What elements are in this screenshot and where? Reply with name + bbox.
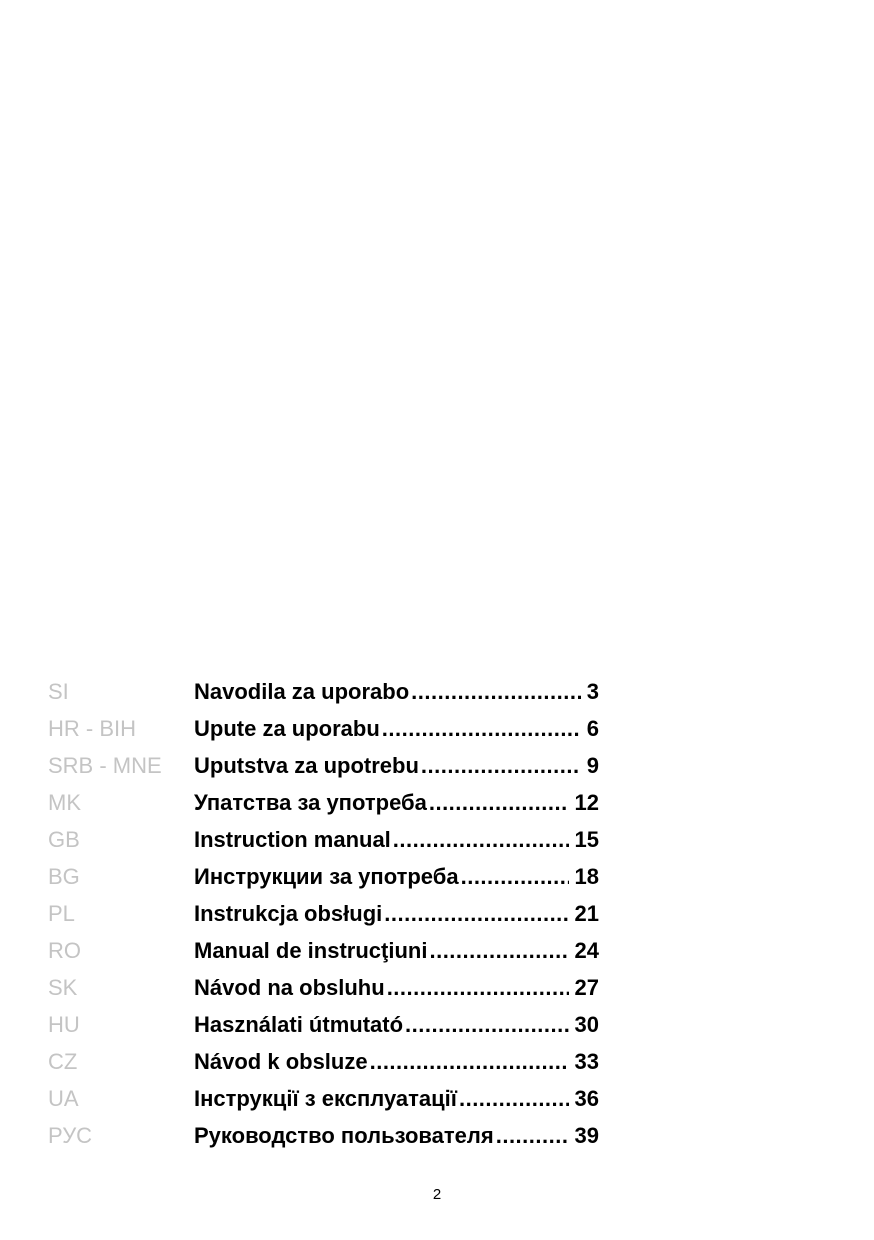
page-reference: 36 — [574, 1086, 599, 1111]
language-code: PL — [48, 901, 75, 926]
page-reference: 27 — [574, 975, 599, 1000]
page-reference: 6 — [586, 716, 599, 741]
toc-row-mk — [48, 784, 608, 821]
manual-title: Упатства за употреба — [194, 790, 427, 815]
language-code: BG — [48, 864, 80, 889]
language-code: UA — [48, 1086, 79, 1111]
toc-row-sk — [48, 969, 608, 1006]
dot-leader — [385, 969, 569, 1006]
dot-leader — [457, 1080, 569, 1117]
dot-leader — [368, 1043, 569, 1080]
language-code: HR - BIH — [48, 716, 136, 741]
dot-leader — [409, 673, 581, 710]
page-reference: 21 — [574, 901, 599, 926]
language-code: SK — [48, 975, 78, 1000]
toc-entry-link[interactable] — [194, 673, 599, 710]
toc-row-gb — [48, 821, 608, 858]
dot-leader — [382, 895, 568, 932]
manual-title: Instrukcja obsługi — [194, 901, 383, 926]
page-reference: 39 — [574, 1123, 599, 1148]
dot-leader — [459, 858, 569, 895]
manual-title: Manual de instrucţiuni — [194, 938, 428, 963]
language-code: SRB - MNE — [48, 753, 162, 778]
dot-leader — [494, 1117, 569, 1154]
toc-row-cz — [48, 1043, 608, 1080]
dot-leader — [391, 821, 569, 858]
toc-entry-link[interactable] — [194, 1080, 599, 1117]
toc-entry-link[interactable] — [194, 784, 599, 821]
dot-leader — [427, 784, 569, 821]
toc-row-bg — [48, 858, 608, 895]
manual-title: Návod na obsluhu — [194, 975, 385, 1000]
toc-entry-link[interactable] — [194, 858, 599, 895]
toc-entry-link[interactable] — [194, 710, 599, 747]
manual-title: Navodila za uporabo — [194, 679, 410, 704]
dot-leader — [427, 932, 568, 969]
toc-entry-link[interactable] — [194, 1043, 599, 1080]
dot-leader — [419, 747, 581, 784]
toc-entry-link[interactable] — [194, 1006, 599, 1043]
toc-entry-link[interactable] — [194, 969, 599, 1006]
language-code: HU — [48, 1012, 80, 1037]
language-code: РУС — [48, 1123, 93, 1148]
language-code: SI — [48, 679, 69, 704]
language-code: RO — [48, 938, 81, 963]
page-reference: 12 — [574, 790, 599, 815]
manual-title: Upute za uporabu — [194, 716, 380, 741]
toc-entry-link[interactable] — [194, 932, 599, 969]
page-reference: 24 — [574, 938, 599, 963]
page-reference: 33 — [574, 1049, 599, 1074]
manual-title: Návod k obsluze — [194, 1049, 368, 1074]
toc-row-ro — [48, 932, 608, 969]
toc-row-hu — [48, 1006, 608, 1043]
language-code: MK — [48, 790, 81, 815]
toc-entry-link[interactable] — [194, 1117, 599, 1154]
page-reference: 15 — [574, 827, 599, 852]
manual-title: Uputstva za upotrebu — [194, 753, 419, 778]
toc-row-si — [48, 673, 608, 710]
toc-entry-link[interactable] — [194, 821, 599, 858]
manual-title: Инструкции за употреба — [194, 864, 459, 889]
toc-entry-link[interactable] — [194, 747, 599, 784]
manual-title: Руководство пользователя — [194, 1123, 494, 1148]
page-reference: 30 — [574, 1012, 599, 1037]
page-reference: 3 — [586, 679, 599, 704]
toc-row-hr-bih — [48, 710, 608, 747]
toc-row-srb-mne — [48, 747, 608, 784]
manual-title: Használati útmutató — [194, 1012, 404, 1037]
page-number: 2 — [432, 1186, 442, 1203]
toc-row-pl — [48, 895, 608, 932]
toc-row-rus — [48, 1117, 608, 1154]
manual-title: Інструкції з експлуатації — [194, 1086, 457, 1111]
page-reference: 9 — [586, 753, 599, 778]
toc-entry-link[interactable] — [194, 895, 599, 932]
dot-leader — [380, 710, 581, 747]
page-reference: 18 — [574, 864, 599, 889]
manual-title: Instruction manual — [194, 827, 391, 852]
language-code: GB — [48, 827, 80, 852]
table-of-contents — [48, 673, 608, 1154]
dot-leader — [403, 1006, 568, 1043]
toc-row-ua — [48, 1080, 608, 1117]
language-code: CZ — [48, 1049, 78, 1074]
